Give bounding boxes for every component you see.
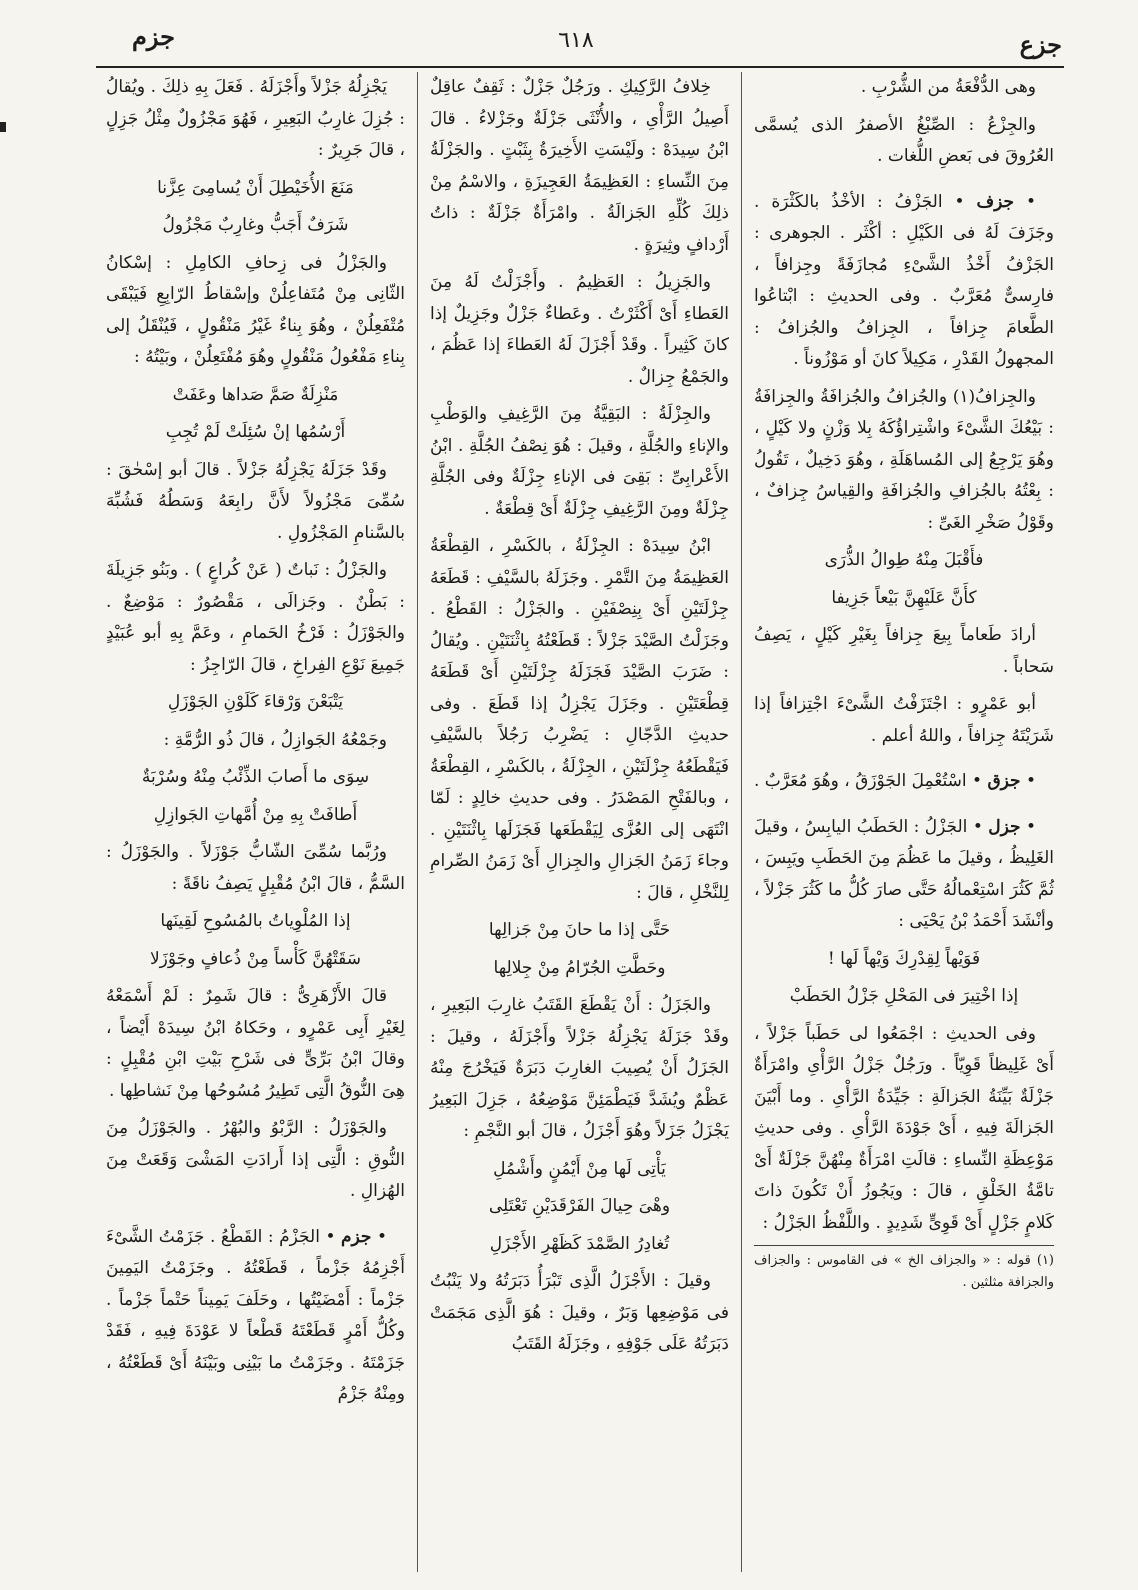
paragraph: أرادَ طَعاماً بِيعَ جِزافاً بِغَيْرِ كَيْلٍ ، يَصِفُ سَحاباً . xyxy=(754,625,1054,677)
paragraph: وقَدْ جَزَلَهُ يَجْزِلُهُ جَزْلاً . قالَ أبو إسْحٰقَ : سُمِّىَ مَجْزُولاً لأَنَّ رابِعَهُ وَسَطُهُ فَشُبِّهَ بالسَّنامِ المَجْزُولِ . xyxy=(106,459,405,543)
entry-headword: جزق xyxy=(987,771,1021,791)
verse-line: وهْىَ حِيالَ الفَرْقَدَيْنِ تَعْتَلِى xyxy=(488,1196,671,1216)
entry-text: اسْتُعْمِلَ الجَوْزَقُ ، وهُوَ مُعَرَّبٌ . xyxy=(754,771,967,791)
paragraph: والجَزْلُ فى زِحافِ الكامِلِ : إسْكانُ الثّانِى مِنْ مُتَفاعِلُنْ وإسْقاطُ الرّابِعِ فَيَبْقَى مُتْفَعِلُنْ ، وهُوَ بِناءٌ غَيْرُ مَنْقُولٍ ، فَيُنْقَلُ إلى بِناءِ مَفْعُولُ مَنْقُولٍ وهُوَ مُفْتَعِلُنْ ، وبَيْتُهُ : xyxy=(106,252,405,367)
verse-line: إذا المُلْوِياتُ بالمُسُوحِ لَقِينَها xyxy=(160,911,351,931)
entry-text: الجَزْفُ : الأخْذُ بالكَثْرَة . وجَزَفَ لَهُ فى الكَيْلِ : أكْثَر . الجوهرى : الجَزْفُ أَخْذُ الشَّىْءِ مُجازَفَةً وجِزافاً ، فارِسىٌّ مُعَرَّبٌ . وفى الحديثِ : ابْتاعُوا الطَّعامَ جِزافاً ، الجِزافُ والجُزافُ : المجهولُ القَدْرِ ، مَكِيلاً كانَ أو مَوْزُوناً . xyxy=(754,191,1054,369)
entry-headword: جزل xyxy=(988,816,1021,837)
text-columns xyxy=(94,72,1066,1572)
paragraph: والجَزْلُ : نَباتٌ ( عَنْ كُراعٍ ) . وبَنُو جَزِيلَةَ : بَطْنٌ . وجَزالَى ، مَقْصُورٌ : مَوْضِعٌ . والجَوْزَلُ : فَرْخُ الحَمامِ ، وعَمَّ بِهِ أبو عُبَيْدٍ جَمِيعَ نَوْعِ الفِراخِ ، قالَ الرّاجِزُ : xyxy=(106,560,405,675)
verse-line: فأَقْبَلَ مِنْهُ طِوالُ الذُّرَى xyxy=(824,550,984,570)
page-number: ٦١٨ xyxy=(558,28,594,53)
paragraph: يَجْزِلُهُ جَزْلاً وأَجْزَلَهُ . فَعَلَ بِهِ ذلِكَ . ويُقالُ : جُزِلَ غارِبُ البَعِيرِ ، فَهُوَ مَجْزُولٌ مِثْلُ جَزِلٍ ، قالَ جَرِيرٌ : xyxy=(106,77,405,160)
dictionary-entry: • جزل • الجَزْلُ : الحَطَبُ اليابِسُ ، وقيلَ الغَلِيظُ ، وقيلَ ما عَظُمَ مِنَ الحَطَبِ ويَبِسَ ، ثُمَّ كَثُرَ اسْتِعْمالُهُ حَتَّى صارَ كُلُّ ما كَثُرَ جَزْلاً ، وأنْشَدَ أَحْمَدُ بْنُ يَحْيَى : xyxy=(754,816,1054,931)
dictionary-entry: • جزم • الجَزْمُ : القَطْعُ . جَزَمْتُ الشَّىْءَ أَجْزِمُهُ جَزْماً ، قَطَعْتُهُ . وجَزَمْتُ اليَمِينَ جَزْماً : أَمْضَيْتُها ، وحَلَفَ يَمِيناً حَتْماً جَزْماً . وكُلُّ أَمْرٍ قَطَعْتَهُ قَطْعاً لا عَوْدَةَ فِيهِ ، فَقَدْ جَزَمْتَهُ . وجَزَمْتُ ما بَيْنِى وبَيْنَهُ أَىْ قَطَعْتُهُ ، ومِنْهُ جَزْمُ xyxy=(106,1226,405,1404)
verse-line: سَقَتْهُنَّ كَأْساً مِنْ ذُعافٍ وجَوْزَلا xyxy=(149,948,362,969)
verse-line: كأَنَّ عَلَيْهِنَّ بَيْعاً جَزِيفا xyxy=(831,587,977,608)
paragraph: والجَوْزَلُ : الرَّبْوُ والبُهْرُ . والجَوْزَلُ مِنَ النُّوقِ : الَّتِى إذا أَرادَتِ المَشْىَ وَقَعَتْ مِنَ الهُزالِ . xyxy=(106,1118,405,1201)
verse-line: يَأْتِى لَها مِنْ أَيْمُنٍ وأَشْمُلِ xyxy=(493,1158,666,1179)
paragraph: قالَ الأَزْهَرِىُّ : قالَ شَمِرٌ : لَمْ أَسْمَعْهُ لِغَيْرِ أَبِى عَمْرٍو ، وحَكاهُ ابْنُ سِيدَهْ أَيْضاً ، وقالَ ابْنُ بَرِّىٍّ فى شَرْحِ بَيْتِ ابْنِ مُقْبِلٍ : هِىَ النُّوقُ الَّتِى تَطِيرُ مُسُوحُها مِنْ نَشاطِها . xyxy=(106,986,405,1101)
paragraph: وقيلَ : الأَجْزَلُ الَّذِى تَبْرَأُ دَبَرَتُهُ ولا يَنْبُتُ فى مَوْضِعِها وَبَرٌ ، وقيلَ : هُوَ الَّذِى مَجَمَتْ دَبَرَتُهُ عَلَى جَوْفِهِ ، وجَزَلَهُ القَتَبُ xyxy=(430,1271,729,1354)
verse-line: أَرْسُمُها إنْ سُئِلَتْ لَمْ تُجِبِ xyxy=(165,422,346,442)
paragraph: ابْنُ سِيدَهْ : الجِزْلَةُ ، بالكَسْرِ ، القِطْعَةُ العَظِيمَةُ مِنَ التَّمْرِ . وجَزَلَهُ بالسَّيْفِ : قَطَعَهُ جِزْلَتَيْنِ أَىْ بِنِصْفَيْنِ . والجَزْلُ : القَطْعُ . وجَزَلْتُ الصَّيْدَ جَزْلاً : قَطَعْتُهُ بِاثْنَتَيْنِ . ويُقالُ : ضَرَبَ الصَّيْدَ فَجَزَلَهُ جِزْلَتَيْنِ أَىْ قَطَعَهُ قِطْعَتَيْنِ . وجَزَلَ يَجْزِلُ إذا قَطَعَ . وفى حديثِ الدَّجّالِ : يَضْرِبُ رَجُلاً بالسَّيْفِ فَيَقْطَعُهُ جِزْلَتَيْنِ ، الجِزْلَةُ ، بالكَسْرِ ، القِطْعَةُ ، وبالفَتْحِ المَصْدَرُ . وفى حديثِ خالِدٍ : لَمّا انْتَهَى إلى العُزَّى لِيَقْطَعَها فَجَزَلَها بِاثْنَتَيْنِ . وجاءَ زَمَنُ الجَزالِ والجِزالِ أَىْ زَمَنُ الصِّرامِ لِلنَّخْلِ ، قالَ : xyxy=(429,536,729,903)
column-right xyxy=(742,72,1066,1572)
paragraph: وجَمْعُهُ الجَوازِلُ ، قالَ ذُو الرُّمَّةِ : xyxy=(163,729,387,750)
verse-line: إذا اخْتِيرَ فى المَحْلِ جَزْلُ الحَطَبْ xyxy=(789,986,1019,1006)
verse-line: وحَطَّتِ الجُرّامُ مِنْ جِلالِها xyxy=(493,957,666,978)
paragraph: ورُبَّما سُمِّىَ الشّابُّ جَوْزَلاً . والجَوْزَلُ : السَّمُّ ، قالَ ابْنُ مُقْبِلٍ يَصِفُ ناقَةً : xyxy=(106,842,405,894)
column-middle xyxy=(418,72,742,1572)
verse-line: مَنْزِلَةٌ صَمَّ صَداها وعَفَتْ xyxy=(172,384,339,405)
margin-mark xyxy=(0,122,6,132)
header-rule xyxy=(96,66,1064,68)
entry-headword: جزف xyxy=(976,191,1015,212)
paragraph: خِلافُ الرَّكِيكِ . ورَجُلٌ جَزْلٌ : ثَقِفٌ عاقِلٌ أَصِيلُ الرَّأْىِ ، والأُنْثَى جَزْلَةٌ وجَزْلاءُ . قالَ ابْنُ سِيدَهْ : ولَيْسَتِ الأَخِيرَةُ بِثَبْتٍ . والجَزْلَةُ مِنَ النِّساءِ : العَظِيمَةُ العَجِيزَةِ ، والاسْمُ مِنْ ذلِكَ كُلِّهِ الجَزالَةُ . وامْرَأَةٌ جَزْلَةٌ : ذاتُ أَرْدافٍ وثِيرَةٍ . xyxy=(430,77,729,255)
page-header xyxy=(90,22,1062,62)
verse-line: فَوَيْهاً لِقِدْرِكَ وَيْهاً لَها ! xyxy=(827,948,981,969)
entry-text: الجَزْلُ : الحَطَبُ اليابِسُ ، وقيلَ الغَلِيظُ ، وقيلَ ما عَظُمَ مِنَ الحَطَبِ ويَبِسَ ، ثُمَّ كَثُرَ اسْتِعْمالُهُ حَتَّى صارَ كُلُّ ما كَثُرَ جَزْلاً ، وأنْشَدَ أَحْمَدُ بْنُ يَحْيَى : xyxy=(754,816,1054,931)
verse-line: سِوَى ما أَصابَ الذِّئْبُ مِنْهُ وسُرْبَةٌ xyxy=(141,767,370,787)
header-guide-word-left: جزم xyxy=(132,22,175,51)
paragraph: وفى الحديثِ : اجْمَعُوا لى حَطَباً جَزْلاً ، أَىْ غَلِيظاً قَوِيّاً . ورَجُلٌ جَزْلُ الرَّأْىِ وامْرَأَةٌ جَزْلَةٌ بَيِّنَةُ الجَزالَةِ : جَيِّدَةُ الرَّأْىِ . وما أَبْيَنَ الجَزالَةَ فِيهِ ، أَىْ جَوْدَةَ الرَّأْىِ . وفى حديثِ مَوْعِظَةِ النِّساءِ : قالَتِ امْرَأَةٌ مِنْهُنَّ جَزْلَةٌ أَىْ تامَّةُ الخَلْقِ ، قالَ : ويَجُوزُ أَنْ تَكُونَ ذاتَ كَلامٍ جَزْلٍ أَىْ قَوِىٍّ شَدِيدٍ . واللَّفْظُ الجَزْلُ : xyxy=(754,1023,1054,1233)
verse-line: مَنَعَ الأُخَيْطِلَ أَنْ يُسامِىَ عِزَّنا xyxy=(157,177,354,198)
entry-text: الجَزْمُ : القَطْعُ . جَزَمْتُ الشَّىْءَ أَجْزِمُهُ جَزْماً ، قَطَعْتُهُ . وجَزَمْتُ اليَمِينَ جَزْماً : أَمْضَيْتُها ، وحَلَفَ يَمِيناً حَتْماً جَزْماً . وكُلُّ أَمْرٍ قَطَعْتَهُ قَطْعاً لا عَوْدَةَ فِيهِ ، فَقَدْ جَزَمْتَهُ . وجَزَمْتُ ما بَيْنِى وبَيْنَهُ أَىْ قَطَعْتُهُ ، ومِنْهُ جَزْمُ xyxy=(106,1226,405,1404)
paragraph: والجَزِيلُ : العَظِيمُ . وأَجْزَلْتُ لَهُ مِنَ العَطاءِ أَىْ أَكْثَرْتُ . وعَطاءٌ جَزْلٌ وجَزِيلٌ إذا كانَ كَثِيراً . وقَدْ أَجْزَلَ لَهُ العَطاءَ إذا عَظُمَ ، والجَمْعُ جِزالٌ . xyxy=(430,272,729,387)
paragraph: والجَزَلُ : أَنْ يَقْطَعَ القَتَبُ غارِبَ البَعِيرِ ، وقَدْ جَزَلَهُ يَجْزِلُهُ جَزْلاً وأَجْزَلَهُ ، وقيلَ : الجَزَلُ أَنْ يُصِيبَ الغارِبَ دَبَرَةٌ فَيَخْرُجَ مِنْهُ عَظْمٌ ويُشَدَّ فَيَطْمَئِنَّ مَوْضِعُهُ ، جَزِلَ البَعِيرُ يَجْزَلُ جَزَلاً وهُوَ أَجْزَلُ ، قالَ أبو النَّجْمِ : xyxy=(430,995,729,1141)
paragraph: والجِزْلَةُ : البَقِيَّةُ مِنَ الرَّغِيفِ والوَطْبِ والإناءِ والجُلَّةِ ، وقيلَ : هُوَ نِصْفُ الجُلَّةِ . ابْنُ الأَعْرابِىِّ : بَقِىَ فى الإناءِ جِزْلَةٌ وفى الجُلَّةِ جِزْلَةٌ ومِنَ الرَّغِيفِ جِزْلَةٌ أَىْ قِطْعَةٌ . xyxy=(430,404,729,519)
verse-line: حَتَّى إذا ما حانَ مِنْ جَزالِها xyxy=(488,920,671,940)
footnote: (١) قوله : « والجزاف الخ » فى القاموس : والجزاف والجزافة مثلثين . xyxy=(754,1245,1054,1294)
paragraph: أبو عَمْرٍو : اجْتَزَفْتُ الشَّىْءَ اجْتِزافاً إذا شَرَيْتَهُ جِزافاً ، واللهُ أعلم . xyxy=(754,694,1054,746)
paragraph: والجِزافُ(١) والجُزافُ والجُزافَةُ والجِزافَةُ : بَيْعُكَ الشَّىْءَ واشْتِراؤُكَهُ بِلا وَزْنٍ ولا كَيْلٍ ، وهُوَ يَرْجِعُ إلى المُساهَلَةِ ، وهُوَ دَخِيلٌ ، تَقُولُ : بِعْتُهُ بالجُزافِ والجُزافَةِ والقِياسُ جِزافٌ ، وقَوْلُ صَخْرِ الغَىِّ : xyxy=(754,386,1054,533)
column-left xyxy=(94,72,418,1572)
header-guide-word-right: جزع xyxy=(1019,30,1062,59)
verse-line: يَتْبَعْنَ وَرْقاءَ كَلَوْنِ الجَوْزَلِ xyxy=(167,692,344,712)
paragraph: والجِزْعُ : الصِّبْغُ الأصفرُ الذى يُسمَّى العُرُوقَ فى بَعضِ اللُّغات . xyxy=(754,114,1054,166)
dictionary-entry: • جزق • اسْتُعْمِلَ الجَوْزَقُ ، وهُوَ مُعَرَّبٌ . xyxy=(754,771,1036,791)
dictionary-entry: • جزف • الجَزْفُ : الأخْذُ بالكَثْرَة . وجَزَفَ لَهُ فى الكَيْلِ : أكْثَر . الجوهرى : الجَزْفُ أَخْذُ الشَّىْءِ مُجازَفَةً وجِزافاً ، فارِسىٌّ مُعَرَّبٌ . وفى الحديثِ : ابْتاعُوا الطَّعامَ جِزافاً ، الجِزافُ والجُزافُ : المجهولُ القَدْرِ ، مَكِيلاً كانَ أو مَوْزُوناً . xyxy=(754,191,1054,369)
verse-line: تُغادِرُ الصَّمْدَ كَظَهْرِ الأَجْزَلِ xyxy=(489,1233,670,1254)
entry-headword: جزم xyxy=(341,1226,372,1247)
verse-line: أَطافَتْ بِهِ مِنْ أُمَّهاتِ الجَوازِلِ xyxy=(153,804,358,825)
paragraph: وهى الدُّفْعَةُ من الشُّرْبِ . xyxy=(860,77,1036,97)
verse-line: شَرَفٌ أَجَبُّ وغارِبٌ مَجْزُولُ xyxy=(162,215,349,235)
